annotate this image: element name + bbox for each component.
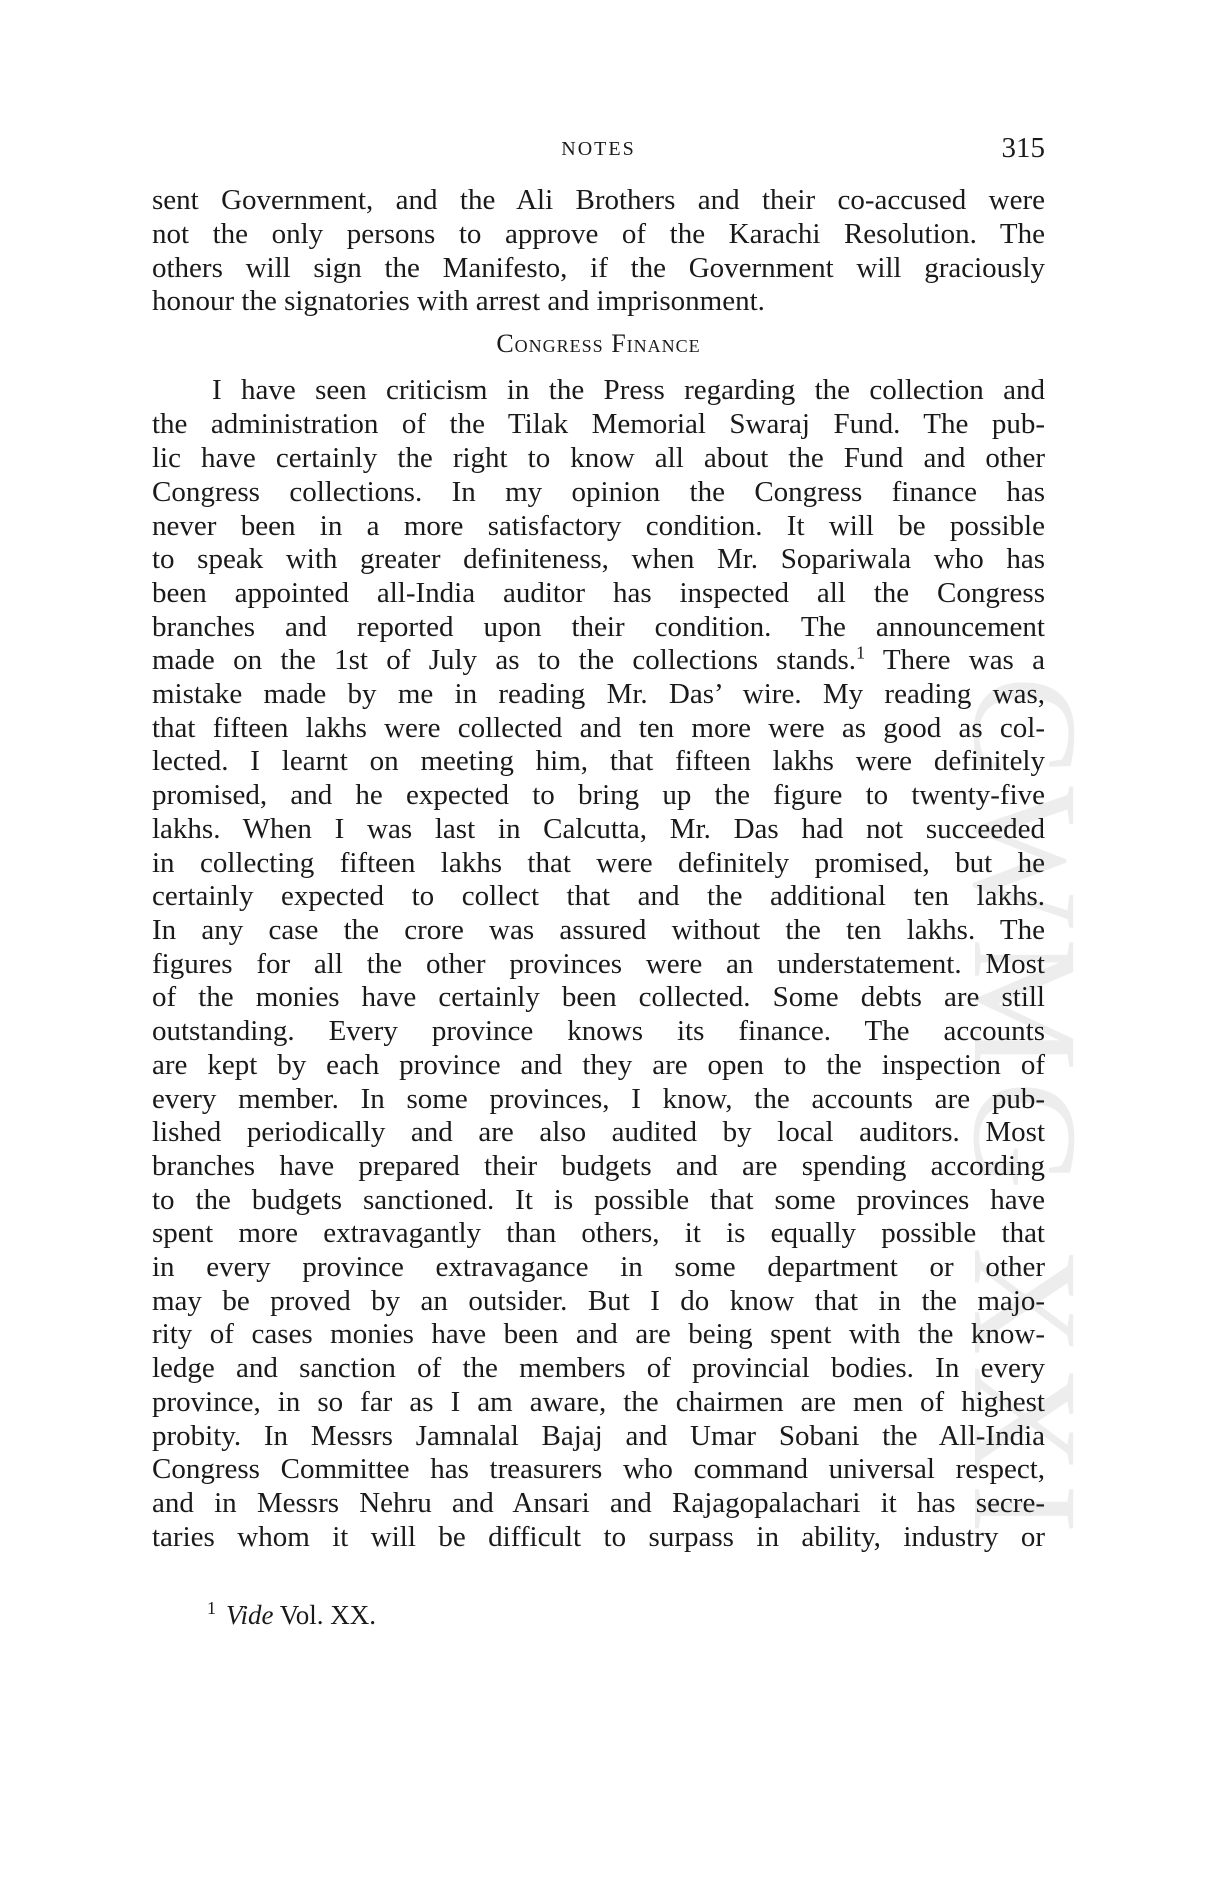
- text-line: branches and reported upon their condition. The announcement: [152, 611, 1045, 643]
- text-line: in every province extravagance in some department or other: [152, 1251, 1045, 1283]
- text-line: taries whom it will be difficult to surpass in ability, industry or: [152, 1521, 1045, 1553]
- text-line: been appointed all-India auditor has inspected all the Congress: [152, 577, 1045, 609]
- line-text: made on the 1st of July as to the collections stands.: [152, 644, 857, 676]
- footnote-number: 1: [207, 1598, 216, 1618]
- text-line: every member. In some provinces, I know, the accounts are pub-: [152, 1083, 1045, 1115]
- text-line: In any case the crore was assured without the ten lakhs. The: [152, 914, 1045, 946]
- page-number: 315: [1001, 132, 1045, 164]
- text-line: to speak with greater definiteness, when Mr. Sopariwala who has: [152, 543, 1045, 575]
- text-line: lected. I learnt on meeting him, that fifteen lakhs were definitely: [152, 745, 1045, 777]
- line-text: There was a: [865, 644, 1046, 676]
- footnote-text: Vol. XX.: [273, 1600, 377, 1630]
- text-line: lished periodically and are also audited by local auditors. Most: [152, 1116, 1045, 1148]
- text-line: never been in a more satisfactory condition. It will be possible: [152, 510, 1045, 542]
- watermark: CWMG XXI: [942, 676, 1108, 1544]
- text-line: that fifteen lakhs were collected and ten more were as good as col-: [152, 712, 1045, 744]
- text-line: I have seen criticism in the Press regarding the collection and: [212, 374, 1045, 406]
- text-line: mistake made by me in reading Mr. Das’ wire. My reading was,: [152, 678, 1045, 710]
- text-line: the administration of the Tilak Memorial Swaraj Fund. The pub-: [152, 408, 1045, 440]
- running-head: NOTES: [561, 138, 636, 160]
- text-line: Congress Committee has treasurers who command universal respect,: [152, 1453, 1045, 1485]
- text-line: Congress collections. In my opinion the Congress finance has: [152, 476, 1045, 508]
- text-line: in collecting fifteen lakhs that were definitely promised, but he: [152, 847, 1045, 879]
- text-line: province, in so far as I am aware, the chairmen are men of highest: [152, 1386, 1045, 1418]
- text-line: honour the signatories with arrest and imprisonment.: [152, 285, 765, 317]
- text-line: ledge and sanction of the members of provincial bodies. In every: [152, 1352, 1045, 1384]
- text-line: to the budgets sanctioned. It is possible that some provinces have: [152, 1184, 1045, 1216]
- page-header: [152, 132, 1045, 172]
- text-line: outstanding. Every province knows its finance. The accounts: [152, 1015, 1045, 1047]
- footnote-italic: Vide: [226, 1600, 274, 1630]
- text-line-with-footnote: [152, 643, 1045, 677]
- text-line: sent Government, and the Ali Brothers and their co-accused were: [152, 184, 1045, 216]
- text-line: are kept by each province and they are open to the inspection of: [152, 1049, 1045, 1081]
- text-line: spent more extravagantly than others, it is equally possible that: [152, 1217, 1045, 1249]
- text-line: branches have prepared their budgets and are spending according: [152, 1150, 1045, 1182]
- text-line: lic have certainly the right to know all about the Fund and other: [152, 442, 1045, 474]
- footnote: [207, 1600, 376, 1631]
- footnote-reference: 1: [856, 642, 866, 663]
- text-line: lakhs. When I was last in Calcutta, Mr. Das had not succeeded: [152, 813, 1045, 845]
- text-line: may be proved by an outsider. But I do know that in the majo-: [152, 1285, 1045, 1317]
- text-line: certainly expected to collect that and the additional ten lakhs.: [152, 880, 1045, 912]
- text-line: rity of cases monies have been and are being spent with the know-: [152, 1318, 1045, 1350]
- text-line: not the only persons to approve of the Karachi Resolution. The: [152, 218, 1045, 250]
- text-line: others will sign the Manifesto, if the Government will graciously: [152, 252, 1045, 284]
- text-line: promised, and he expected to bring up the figure to twenty-five: [152, 779, 1045, 811]
- section-heading: Congress Finance: [496, 329, 701, 358]
- text-line: probity. In Messrs Jamnalal Bajaj and Umar Sobani the All-India: [152, 1420, 1045, 1452]
- text-line: of the monies have certainly been collected. Some debts are still: [152, 981, 1045, 1013]
- text-line: and in Messrs Nehru and Ansari and Rajagopalachari it has secre-: [152, 1487, 1045, 1519]
- text-line: figures for all the other provinces were an understatement. Most: [152, 948, 1045, 980]
